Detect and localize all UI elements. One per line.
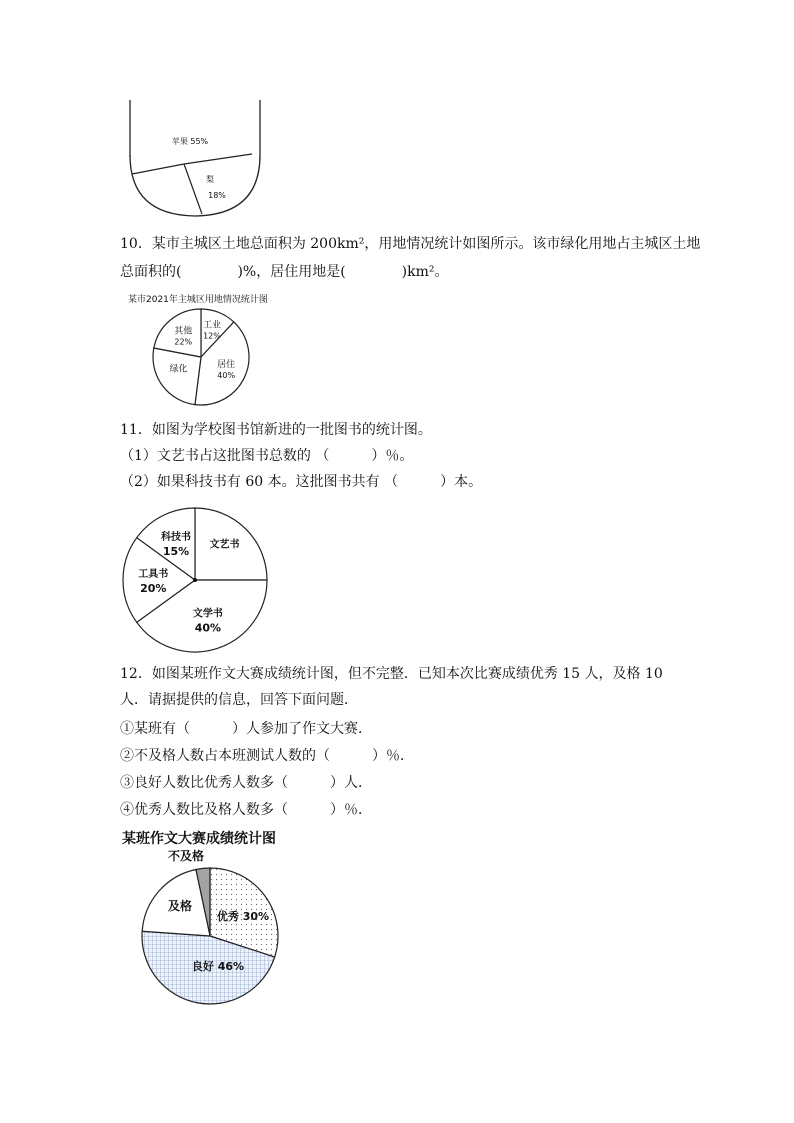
question-11-line1: 11．如图为学校图书馆新进的一批图书的统计图。 xyxy=(120,422,432,438)
slice-value-3: 15% xyxy=(162,544,190,558)
slice-name-1: 居住 xyxy=(217,359,236,370)
slice-name-2: 工具书 xyxy=(138,569,169,580)
slice-name-1: 文学书 xyxy=(192,608,223,620)
question-12-line5: ③良好人数比优秀人数多（ ）人． xyxy=(120,775,372,791)
slice-2 xyxy=(153,348,201,405)
chart-title-land-use: 某市2021年主城区用地情况统计图 xyxy=(128,295,268,305)
slice-name-3: 科技书 xyxy=(161,531,192,543)
slice-label-pear-percent: 18% xyxy=(208,191,226,200)
slice-label-2: 良好 46% xyxy=(191,960,245,973)
question-11-line2: （1）文艺书占这批图书总数的 （ ）％。 xyxy=(120,448,414,464)
slice-name-2: 绿化 xyxy=(169,364,188,375)
slice-name-0: 不及格 xyxy=(167,849,205,863)
pie-outline xyxy=(130,100,260,216)
slice-name-3: 其他 xyxy=(174,326,193,337)
pie-center xyxy=(193,578,197,582)
slice-name-3: 及格 xyxy=(167,899,193,913)
question-12-line3: ①某班有（ ）人参加了作文大赛． xyxy=(120,721,372,737)
slice-label-apple: 苹果 55% xyxy=(171,137,209,146)
question-12-line2: 人．请据提供的信息，回答下面问题． xyxy=(120,692,358,708)
slice-value-1: 40% xyxy=(194,621,222,635)
slice-name-0: 文艺书 xyxy=(209,539,240,551)
slice-name-0: 工业 xyxy=(202,320,221,331)
question-12-line1: 12．如图某班作文大赛成绩统计图，但不完整．已知本次比赛成绩优秀 15 人，及格 10 xyxy=(120,666,663,682)
chart-title-essay-contest: 某班作文大赛成绩统计图 xyxy=(122,831,276,847)
slice-label-pear: 梨 xyxy=(206,175,214,184)
slice-value-1: 40% xyxy=(217,370,236,380)
slice-value-0: 12% xyxy=(203,331,221,341)
question-11-line3: （2）如果科技书有 60 本。这批图书共有 （ ）本。 xyxy=(120,474,483,490)
slice-label-1: 优秀 30% xyxy=(216,910,270,923)
pie-chart-fruit xyxy=(120,90,270,225)
question-10-line2: 总面积的( )%，居住用地是( )km²。 xyxy=(120,264,449,280)
slice-value-3: 22% xyxy=(174,337,193,347)
pie-chart-land-use xyxy=(145,305,260,410)
slice-divider xyxy=(132,164,184,174)
pie-chart-books xyxy=(115,505,277,657)
slice-divider xyxy=(184,154,252,164)
question-12-line4: ②不及格人数占本班测试人数的（ ）％． xyxy=(120,748,414,764)
question-12-line6: ④优秀人数比及格人数多（ ）％． xyxy=(120,802,372,818)
slice-divider xyxy=(184,164,202,214)
pie-chart-essay-contest xyxy=(140,848,290,1008)
question-10-line1: 10．某市主城区土地总面积为 200km²，用地情况统计如图所示。该市绿化用地占主城区土地 xyxy=(120,236,701,252)
slice-value-2: 20% xyxy=(140,582,167,595)
